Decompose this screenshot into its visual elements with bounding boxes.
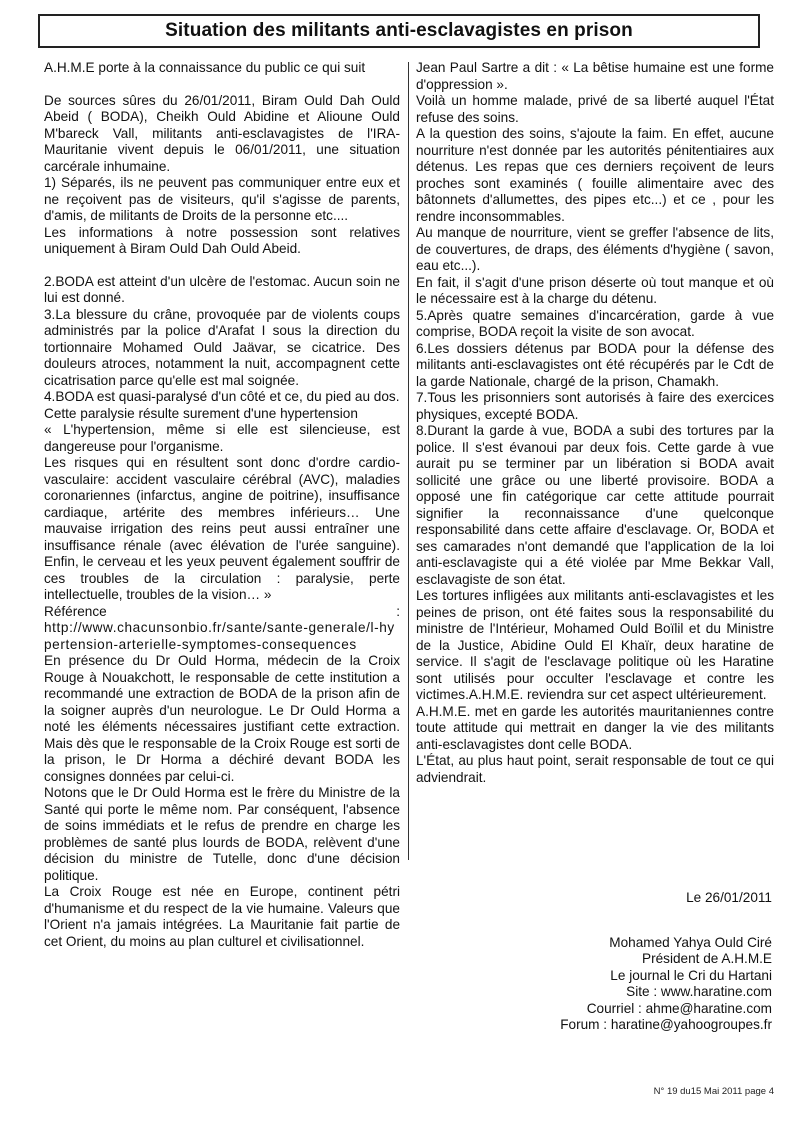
signature-name: Mohamed Yahya Ould Ciré [609, 934, 772, 950]
paragraph: 8.Durant la garde à vue, BODA a subi des tortures par la police. Il s'est évanoui par deux fois. Cette garde à vue aurait pu se terminer par un libération si BODA avait sollicité une grâce ou une liberté provisoire. BODA a opposé une fin catégorique car cette attitude pourrait signifier la reconnaissance d'une quelconque responsabilité dans cette affaire d'esclavage. Or, BODA et ses camarades n'ont demandé que l'application de la loi anti-esclavagiste qui a été violée par Mme Bekkar Vall, esclavagiste de son état. [416, 423, 774, 587]
paragraph: Au manque de nourriture, vient se greffer l'absence de lits, de couvertures, de draps, des éléments d'hygiène ( savon, eau etc...). [416, 225, 774, 273]
paragraph: 2.BODA est atteint d'un ulcère de l'estomac. Aucun soin ne lui est donné. [44, 273, 400, 305]
signature-block [412, 890, 772, 1034]
paragraph: 4.BODA est quasi-paralysé d'un côté et ce, du pied au dos. [44, 389, 400, 404]
paragraph: Les tortures infligées aux militants anti-esclavagistes et les peines de prison, ont été faites sous la responsabilité du ministre de l'Intérieur, Mohamed Ould Boïlil et du Ministre de la Justice, Abidine Ould El Khaïr, deux haratine de service. Il s'agit de l'esclavage politique où les Haratine sont utilisés pour occulter l'esclavage et contre les victimes.A.H.M.E. reviendra sur cet aspect ultérieurement. [416, 588, 774, 702]
quote-paragraph: Les risques qui en résultent sont donc d'ordre cardio-vasculaire: accident vasculaire cérébral (AVC), maladies coronariennes (infarctus, angine de poitrine), insuffisance cardiaque, artérite des membres inférieurs… Une mauvaise irrigation des reins peut aussi entraîner une insuffisance rénale (avec élévation de l'urée sanguine). Enfin, le cerveau et les yeux peuvent également souffrir de ces troubles de la circulation : paralysie, perte intellectuelle, troubles de la vision… » [44, 455, 400, 602]
signature-role: Président de A.H.M.E [642, 951, 772, 966]
paragraph: A.H.M.E. met en garde les autorités mauritaniennes contre toute attitude qui mettrait en danger la vie des militants anti-esclavagistes dont celle BODA. [416, 703, 774, 752]
paragraph: 7.Tous les prisonniers sont autorisés à faire des exercices physiques, excepté BODA. [416, 390, 774, 422]
paragraph: De sources sûres du 26/01/2011, Biram Ould Dah Ould Abeid ( BODA), Cheikh Ould Abidine et Alioune Ould M'bareck Vall, militants anti-esclavagistes de l'IRA-Mauritanie vivent depuis le 06/01/2011, une situation carcérale inhumaine. [44, 92, 400, 174]
paragraph: Notons que le Dr Ould Horma est le frère du Ministre de la Santé qui porte le même nom. Par conséquent, l'absence de soins immédiats et le refus de prendre en charge les problèmes de santé plus lourds de BODA, relèvent d'une décision du ministre de Tutelle, donc d'une décision politique. [44, 785, 400, 883]
reference-label: Référence : [44, 603, 400, 619]
article-title-box [38, 14, 760, 48]
paragraph: Voilà un homme malade, privé de sa liberté auquel l'État refuse des soins. [416, 93, 774, 125]
signature-journal: Le journal le Cri du Hartani [610, 967, 772, 983]
signature-email[interactable]: Courriel : ahme@haratine.com [586, 1000, 772, 1016]
paragraph: L'État, au plus haut point, serait responsable de tout ce qui adviendrait. [416, 753, 774, 785]
paragraph: En présence du Dr Ould Horma, médecin de la Croix Rouge à Nouakchott, le responsable de cette institution a recommandé une extraction de BODA de la prison afin de la soigner auprès d'un neurologue. Le Dr Ould Horma a noté les éléments nécessaires justifiant cette extraction. Mais dès que le responsable de la Croix Rouge est sorti de la prison, le Dr Horma a déchiré devant BODA les consignes données par celui-ci. [44, 653, 400, 784]
article-title: Situation des militants anti-esclavagistes en prison [165, 20, 633, 41]
right-column [416, 60, 774, 786]
signature-date: Le 26/01/2011 [686, 890, 772, 905]
signature-site[interactable]: Site : www.haratine.com [626, 984, 772, 999]
left-column [44, 60, 400, 950]
intro-paragraph: A.H.M.E porte à la connaissance du public ce qui suit [44, 60, 366, 75]
reference-link[interactable]: http://www.chacunsonbio.fr/sante/sante-generale/l-hypertension-arterielle-symptomes-consequences [44, 620, 395, 652]
signature-forum[interactable]: Forum : haratine@yahoogroupes.fr [560, 1017, 772, 1032]
paragraph: Cette paralysie résulte surement d'une hypertension [44, 405, 358, 421]
paragraph: La Croix Rouge est née en Europe, continent pétri d'humanisme et du respect de la vie humaine. Valeurs que l'Orient n'a jamais intégrées. La Mauritanie fait partie de cet Orient, du moins au plan culturel et civilisationnel. [44, 884, 400, 949]
paragraph: Jean Paul Sartre a dit : « La bêtise humaine est une forme d'oppression ». [416, 60, 774, 92]
paragraph: 1) Séparés, ils ne peuvent pas communiquer entre eux et ne reçoivent pas de visiteurs, qu'il s'agisse de parents, d'amis, de militants de Droits de la personne etc.... [44, 175, 400, 223]
paragraph: 3.La blessure du crâne, provoquée par de violents coups administrés par la police d'Arafat I sous la direction du tortionnaire Mohamed Ould Jaävar, se cicatrice. Des douleurs atroces, notamment la nuit, accompagnent cette cicatrisation parce qu'elle est mal soignée. [44, 306, 400, 388]
quote-paragraph: « L'hypertension, même si elle est silencieuse, est dangereuse pour l'organisme. [44, 422, 400, 454]
paragraph: En fait, il s'agit d'une prison déserte où tout manque et où le nécessaire est à la charge du détenu. [416, 274, 774, 306]
paragraph: Les informations à notre possession sont relatives uniquement à Biram Ould Dah Ould Abeid. [44, 224, 400, 256]
paragraph: 6.Les dossiers détenus par BODA pour la défense des militants anti-esclavagistes ont été récupérés par le Cdt de la garde Nationale, chargé de la prison, Chamakh. [416, 340, 774, 389]
page-footer: N° 19 du15 Mai 2011 page 4 [653, 1086, 774, 1097]
paragraph: A la question des soins, s'ajoute la faim. En effet, aucune nourriture n'est donnée par les autorités pénitentiaires aux détenus. Les repas que ces derniers reçoivent de leurs proches sont examinés ( fouille alimentaire avec des bâtonnets d'allumettes, des pipes etc...) et ce , pour les rendre inconsommables. [416, 126, 774, 224]
column-divider [408, 62, 409, 860]
paragraph: 5.Après quatre semaines d'incarcération, garde à vue comprise, BODA reçoit la visite de son avocat. [416, 307, 774, 339]
